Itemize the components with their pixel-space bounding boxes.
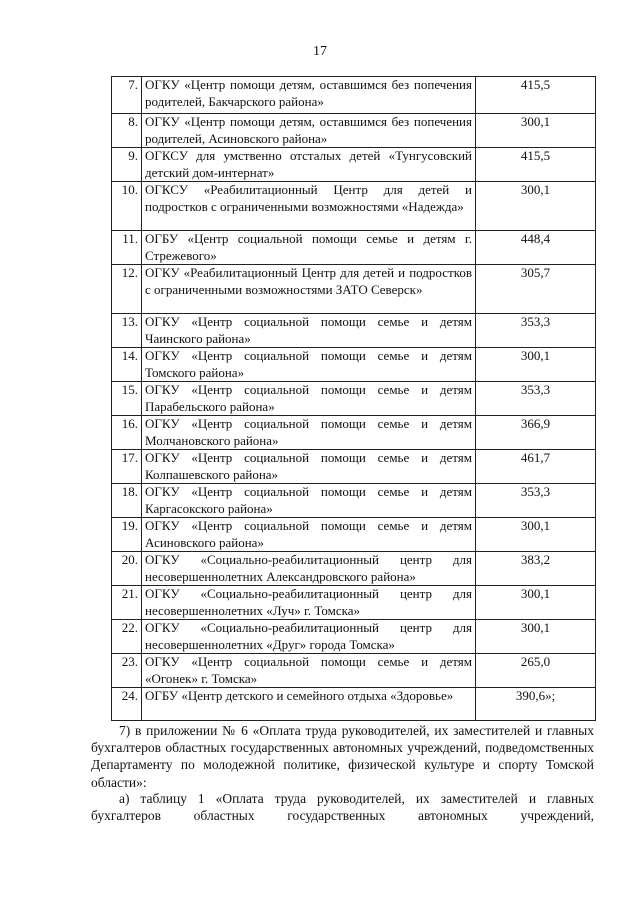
row-number: 16.	[112, 416, 142, 450]
row-number: 7.	[112, 77, 142, 114]
row-number: 18.	[112, 484, 142, 518]
institution-name: ОГКСУ для умственно отсталых детей «Тунгусовский детский дом-интернат»	[142, 148, 476, 182]
table-row	[112, 114, 596, 148]
institution-name: ОГКУ «Центр социальной помощи семье и детям «Огонек» г. Томска»	[142, 654, 476, 688]
table-row	[112, 182, 596, 231]
table-row	[112, 518, 596, 552]
row-number: 23.	[112, 654, 142, 688]
table-row	[112, 148, 596, 182]
table-row	[112, 654, 596, 688]
amount: 353,3	[476, 314, 596, 348]
row-number: 22.	[112, 620, 142, 654]
institution-name: ОГКУ «Центр социальной помощи семье и детям Чаинского района»	[142, 314, 476, 348]
row-number: 21.	[112, 586, 142, 620]
row-number: 10.	[112, 182, 142, 231]
table-row	[112, 416, 596, 450]
institution-name: ОГКУ «Центр социальной помощи семье и детям Молчановского района»	[142, 416, 476, 450]
amount: 461,7	[476, 450, 596, 484]
amount: 300,1	[476, 114, 596, 148]
institution-name: ОГБУ «Центр детского и семейного отдыха «Здоровье»	[142, 688, 476, 721]
amount: 300,1	[476, 586, 596, 620]
salary-table	[111, 76, 596, 721]
amount: 383,2	[476, 552, 596, 586]
amount: 300,1	[476, 348, 596, 382]
institution-name: ОГКУ «Центр социальной помощи семье и детям Колпашевского района»	[142, 450, 476, 484]
amount: 390,6»;	[476, 688, 596, 721]
row-number: 9.	[112, 148, 142, 182]
row-number: 24.	[112, 688, 142, 721]
table-row	[112, 348, 596, 382]
table-row	[112, 552, 596, 586]
table-row	[112, 77, 596, 114]
institution-name: ОГКУ «Реабилитационный Центр для детей и подростков с ограниченными возможностями ЗАТО Северск»	[142, 265, 476, 314]
table-row	[112, 231, 596, 265]
table-row	[112, 484, 596, 518]
table-row	[112, 586, 596, 620]
institution-name: ОГКУ «Социально-реабилитационный центр для несовершеннолетних «Луч» г. Томска»	[142, 586, 476, 620]
institution-name: ОГКСУ «Реабилитационный Центр для детей и подростков с ограниченными возможностями «Надежда»	[142, 182, 476, 231]
row-number: 20.	[112, 552, 142, 586]
institution-name: ОГКУ «Социально-реабилитационный центр для несовершеннолетних Александровского района»	[142, 552, 476, 586]
row-number: 15.	[112, 382, 142, 416]
amount: 265,0	[476, 654, 596, 688]
institution-name: ОГКУ «Центр социальной помощи семье и детям Томского района»	[142, 348, 476, 382]
row-number: 19.	[112, 518, 142, 552]
institution-name: ОГКУ «Центр социальной помощи семье и детям Парабельского района»	[142, 382, 476, 416]
table-row	[112, 620, 596, 654]
amount: 415,5	[476, 77, 596, 114]
row-number: 8.	[112, 114, 142, 148]
amount: 300,1	[476, 518, 596, 552]
row-number: 11.	[112, 231, 142, 265]
institution-name: ОГКУ «Центр помощи детям, оставшимся без попечения родителей, Асиновского района»	[142, 114, 476, 148]
row-number: 13.	[112, 314, 142, 348]
amount: 415,5	[476, 148, 596, 182]
table-row	[112, 450, 596, 484]
row-number: 17.	[112, 450, 142, 484]
institution-name: ОГКУ «Социально-реабилитационный центр для несовершеннолетних «Друг» города Томска»	[142, 620, 476, 654]
table-row	[112, 688, 596, 721]
page-number: 17	[313, 44, 327, 59]
table-row	[112, 265, 596, 314]
paragraph-item-7: 7) в приложении № 6 «Оплата труда руководителей, их заместителей и главных бухгалтеров областных государственных автономных учреждений, подведомственных Департаменту по молодежной политике, физической культуре и спорту Томской области»:	[91, 723, 594, 790]
institution-name: ОГБУ «Центр социальной помощи семье и детям г. Стрежевого»	[142, 231, 476, 265]
institution-name: ОГКУ «Центр помощи детям, оставшимся без попечения родителей, Бакчарского района»	[142, 77, 476, 114]
institution-name: ОГКУ «Центр социальной помощи семье и детям Каргасокского района»	[142, 484, 476, 518]
row-number: 14.	[112, 348, 142, 382]
amount: 305,7	[476, 265, 596, 314]
table-row	[112, 382, 596, 416]
institution-name: ОГКУ «Центр социальной помощи семье и детям Асиновского района»	[142, 518, 476, 552]
row-number: 12.	[112, 265, 142, 314]
amount: 300,1	[476, 620, 596, 654]
paragraph-item-a: а) таблицу 1 «Оплата труда руководителей, их заместителей и главных бухгалтеров областных государственных автономных учреждений,	[91, 791, 594, 824]
amount: 353,3	[476, 382, 596, 416]
amount: 448,4	[476, 231, 596, 265]
amount: 353,3	[476, 484, 596, 518]
amount: 300,1	[476, 182, 596, 231]
table-row	[112, 314, 596, 348]
amount: 366,9	[476, 416, 596, 450]
